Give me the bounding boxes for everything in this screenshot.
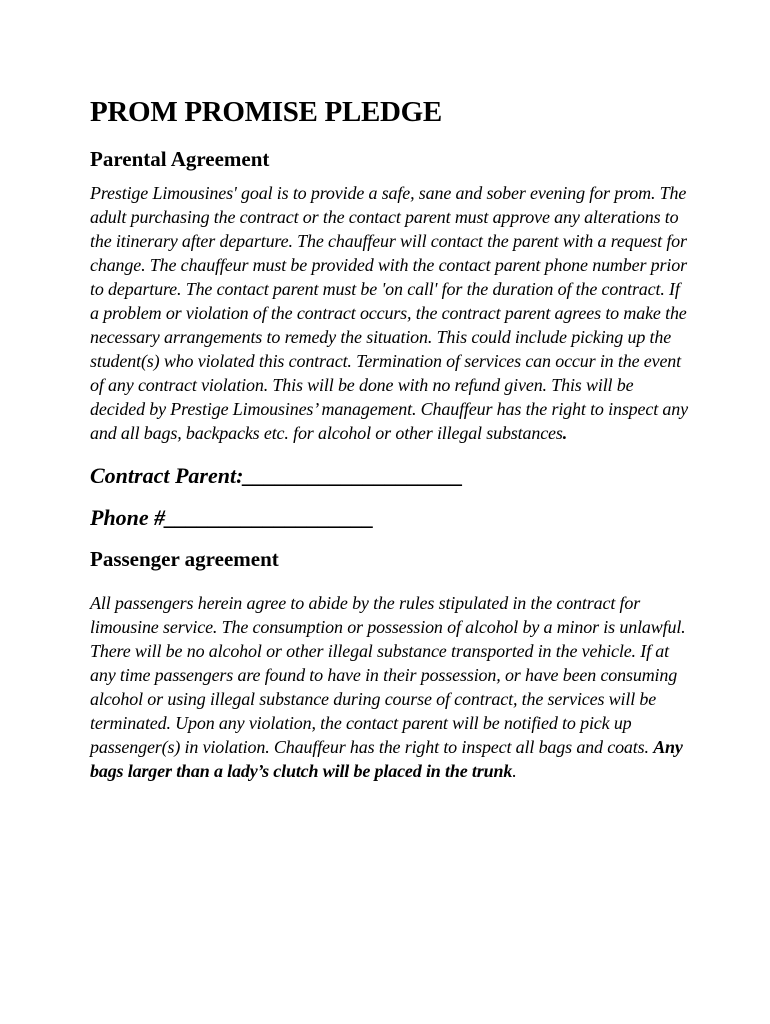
document-title: PROM PROMISE PLEDGE xyxy=(90,96,442,128)
parental-agreement-end-punctuation: . xyxy=(562,423,568,443)
contract-parent-field: Contract Parent:____________________ xyxy=(90,463,464,488)
document-content xyxy=(90,93,690,783)
parental-agreement-body: Prestige Limousines' goal is to provide a safe, sane and sober evening for prom. The adult purchasing the contract or the contact parent must approve any alterations to the itinerary after departure. The chauffeur will contact the parent with a request for change. The chauffeur must be provided with the contact parent phone number prior to departure. The contact parent must be 'on call' for the duration of the contract. If a problem or violation of the contract occurs, the contract parent agrees to make the necessary arrangements to remedy the situation. This could include picking up the student(s) who violated this contract. Termination of services can occur in the event of any contract violation. This will be done with no refund given. This will be decided by Prestige Limousines’ management. Chauffeur has the right to inspect any and all bags, backpacks etc. for alcohol or other illegal substances xyxy=(90,183,688,443)
phone-field: Phone #___________________ xyxy=(90,505,375,530)
passenger-agreement-heading: Passenger agreement xyxy=(90,547,279,571)
passenger-agreement-bold-clause: Any bags larger than a lady’s clutch will be placed in the trunk xyxy=(90,737,683,781)
parental-agreement-text xyxy=(90,181,690,445)
passenger-agreement-end-punctuation: . xyxy=(512,761,517,781)
parental-agreement-heading: Parental Agreement xyxy=(90,147,270,171)
passenger-agreement-text xyxy=(90,591,690,783)
passenger-agreement-body: All passengers herein agree to abide by the rules stipulated in the contract for limousine service. The consumption or possession of alcohol by a minor is unlawful. There will be no alcohol or other illegal substance transported in the vehicle. If at any time passengers are found to have in their possession, or have been consuming alcohol or using illegal substance during course of contract, the services will be terminated. Upon any violation, the contact parent will be notified to pick up passenger(s) in violation. Chauffeur has the right to inspect all bags and coats. xyxy=(90,593,686,757)
